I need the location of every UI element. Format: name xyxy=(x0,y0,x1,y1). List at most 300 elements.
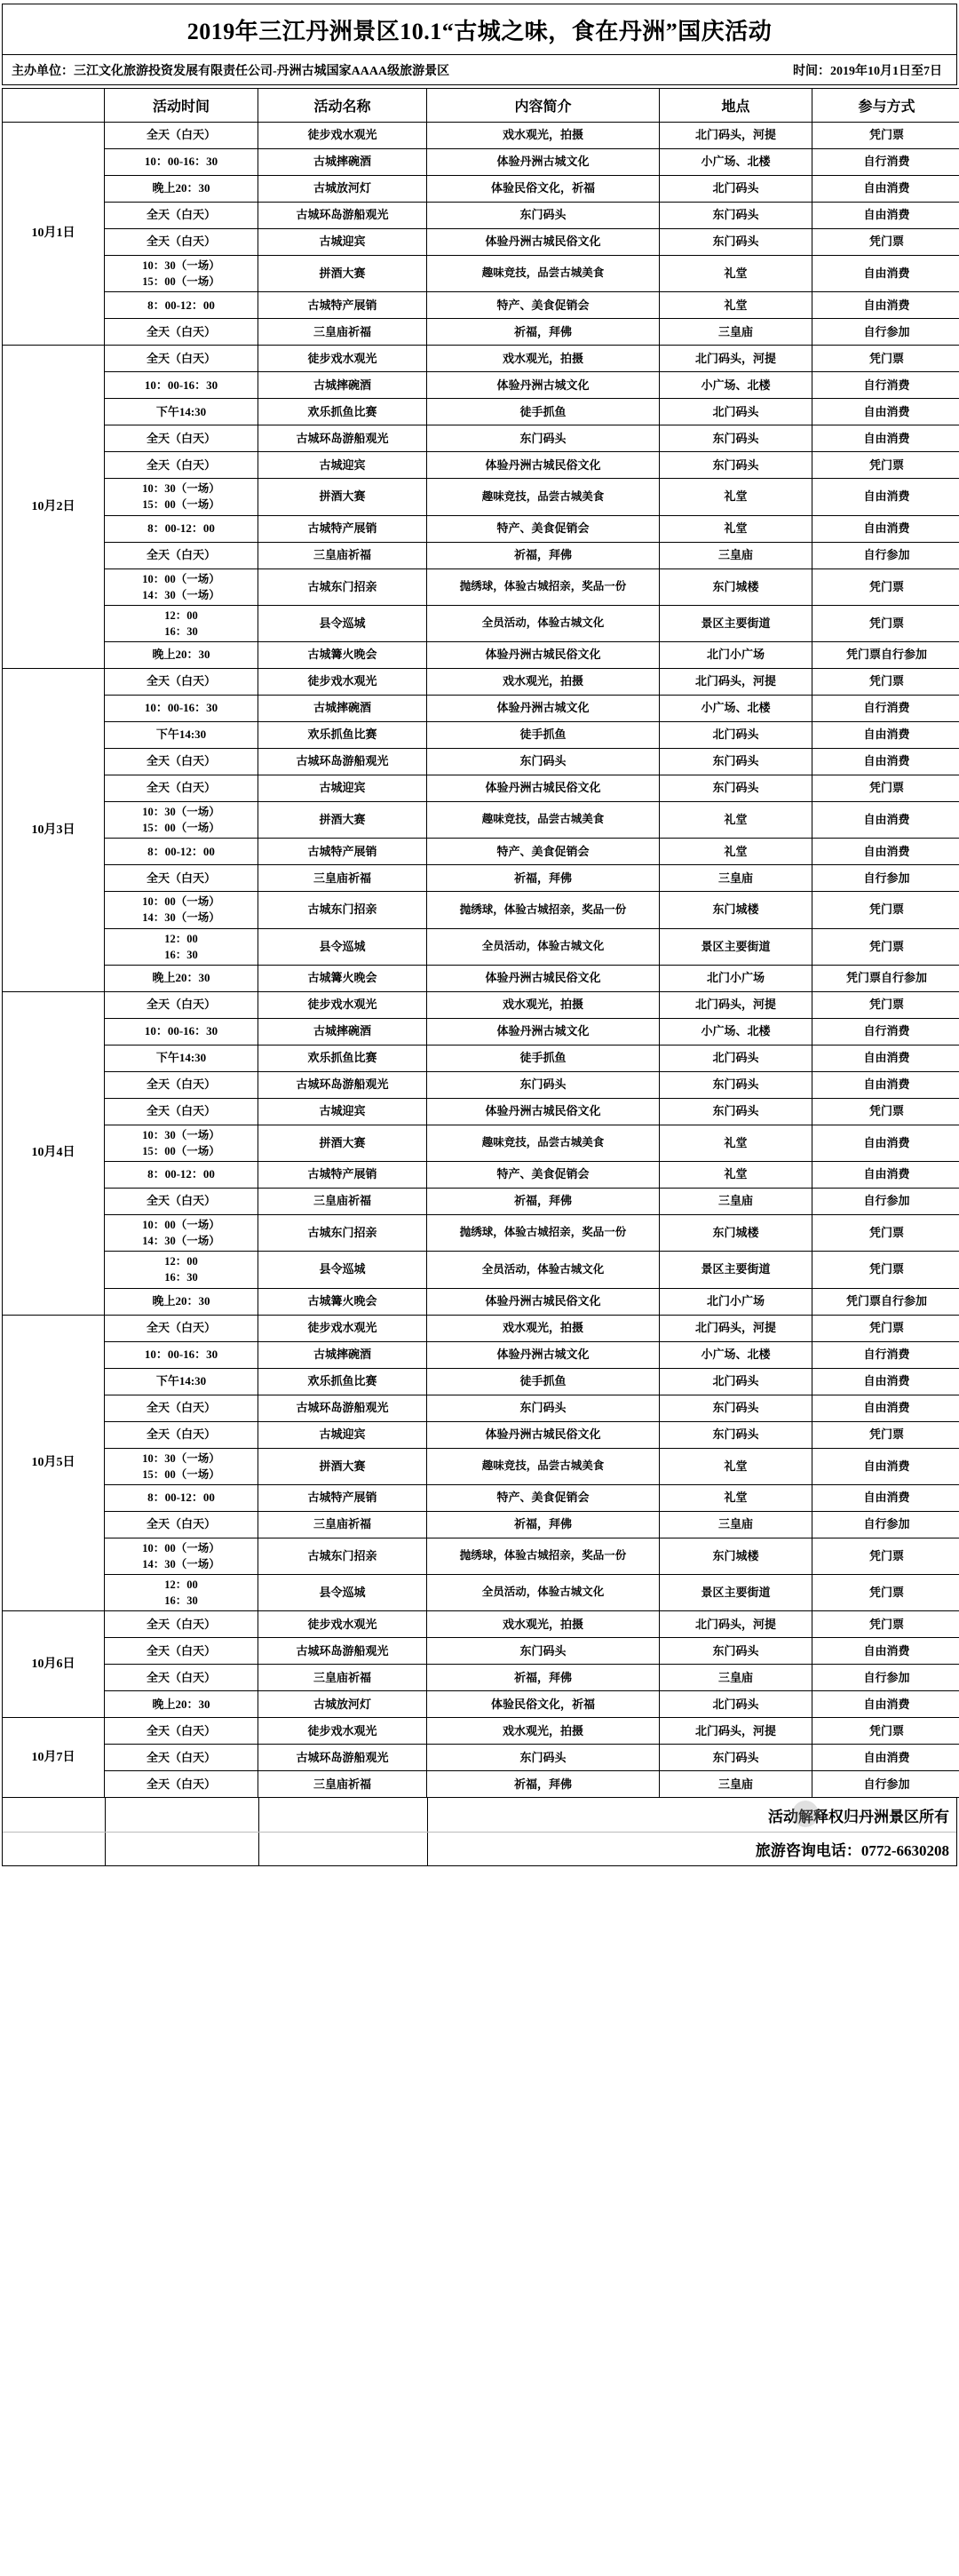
cell-location: 东门城楼 xyxy=(660,892,812,928)
table-row xyxy=(3,1484,959,1511)
cell-activity-time: 晚上20：30 xyxy=(105,1288,258,1315)
cell-content-summary: 体验丹洲古城文化 xyxy=(427,696,660,722)
cell-content-summary: 趣味竞技，品尝古城美食 xyxy=(427,1448,660,1484)
cell-date: 10月4日 xyxy=(3,991,105,1315)
page-title-container xyxy=(2,4,957,55)
footer xyxy=(2,1798,957,1866)
cell-content-summary: 抛绣球，体验古城招亲，奖品一份 xyxy=(427,1538,660,1574)
cell-activity-name: 拼酒大赛 xyxy=(258,256,427,292)
table-row xyxy=(3,1098,959,1125)
cell-content-summary: 体验民俗文化，祈福 xyxy=(427,1691,660,1718)
cell-activity-time: 全天（白天） xyxy=(105,452,258,479)
table-row xyxy=(3,176,959,203)
cell-location: 北门码头，河提 xyxy=(660,1718,812,1745)
cell-activity-time: 8：00-12：00 xyxy=(105,1162,258,1189)
cell-activity-time: 全天（白天） xyxy=(105,1745,258,1771)
cell-location: 北门码头，河提 xyxy=(660,123,812,149)
cell-participation: 自行消费 xyxy=(812,149,959,176)
table-row xyxy=(3,229,959,256)
cell-location: 三皇庙 xyxy=(660,865,812,892)
cell-activity-time: 全天（白天） xyxy=(105,1638,258,1665)
cell-content-summary: 体验丹洲古城民俗文化 xyxy=(427,965,660,991)
table-row xyxy=(3,722,959,749)
cell-content-summary: 全员活动，体验古城文化 xyxy=(427,1252,660,1288)
cell-activity-name: 古城摔碗酒 xyxy=(258,1018,427,1045)
cell-location: 东门城楼 xyxy=(660,1538,812,1574)
cell-location: 北门小广场 xyxy=(660,965,812,991)
cell-activity-time: 下午14:30 xyxy=(105,722,258,749)
cell-activity-name: 古城迎宾 xyxy=(258,452,427,479)
cell-participation: 自行参加 xyxy=(812,1511,959,1538)
table-row xyxy=(3,642,959,669)
table-row xyxy=(3,149,959,176)
cell-participation: 自由消费 xyxy=(812,256,959,292)
cell-activity-name: 古城环岛游船观光 xyxy=(258,425,427,452)
table-row xyxy=(3,1045,959,1071)
cell-activity-time: 全天（白天） xyxy=(105,542,258,568)
cell-location: 小广场、北楼 xyxy=(660,696,812,722)
cell-activity-name: 徒步戏水观光 xyxy=(258,991,427,1018)
cell-activity-name: 徒步戏水观光 xyxy=(258,123,427,149)
table-row xyxy=(3,1341,959,1368)
page-root xyxy=(0,4,959,2576)
cell-location: 东门码头 xyxy=(660,775,812,802)
cell-participation: 自行消费 xyxy=(812,696,959,722)
table-row xyxy=(3,802,959,839)
cell-content-summary: 体验民俗文化，祈福 xyxy=(427,176,660,203)
cell-content-summary: 体验丹洲古城民俗文化 xyxy=(427,229,660,256)
cell-activity-time: 全天（白天） xyxy=(105,229,258,256)
cell-participation: 自行参加 xyxy=(812,865,959,892)
cell-content-summary: 东门码头 xyxy=(427,1071,660,1098)
cell-activity-name: 古城篝火晚会 xyxy=(258,965,427,991)
cell-location: 东门码头 xyxy=(660,1395,812,1421)
cell-activity-name: 徒步戏水观光 xyxy=(258,1611,427,1638)
cell-activity-name: 古城特产展销 xyxy=(258,515,427,542)
cell-content-summary: 全员活动，体验古城文化 xyxy=(427,928,660,965)
cell-participation: 凭门票 xyxy=(812,123,959,149)
activity-schedule-table xyxy=(2,88,959,1798)
cell-activity-time: 12：00 16：30 xyxy=(105,1252,258,1288)
cell-content-summary: 特产、美食促销会 xyxy=(427,839,660,865)
footer-rights-line xyxy=(3,1798,956,1832)
table-row xyxy=(3,1018,959,1045)
cell-location: 景区主要街道 xyxy=(660,928,812,965)
table-row xyxy=(3,865,959,892)
cell-location: 东门城楼 xyxy=(660,1215,812,1252)
cell-participation: 凭门票 xyxy=(812,229,959,256)
cell-location: 三皇庙 xyxy=(660,1771,812,1798)
cell-location: 北门码头 xyxy=(660,722,812,749)
cell-participation: 自由消费 xyxy=(812,399,959,425)
cell-activity-name: 徒步戏水观光 xyxy=(258,669,427,696)
cell-participation: 自由消费 xyxy=(812,1045,959,1071)
cell-activity-name: 拼酒大赛 xyxy=(258,479,427,515)
header-date xyxy=(3,89,105,123)
cell-activity-time: 下午14:30 xyxy=(105,399,258,425)
cell-content-summary: 东门码头 xyxy=(427,1745,660,1771)
cell-location: 三皇庙 xyxy=(660,1511,812,1538)
cell-content-summary: 体验丹洲古城民俗文化 xyxy=(427,1421,660,1448)
cell-activity-name: 徒步戏水观光 xyxy=(258,1315,427,1341)
cell-location: 景区主要街道 xyxy=(660,1252,812,1288)
cell-activity-name: 三皇庙祈福 xyxy=(258,1771,427,1798)
cell-location: 景区主要街道 xyxy=(660,1575,812,1611)
cell-location: 东门码头 xyxy=(660,1421,812,1448)
cell-location: 东门码头 xyxy=(660,229,812,256)
cell-participation: 自由消费 xyxy=(812,1745,959,1771)
cell-date: 10月7日 xyxy=(3,1718,105,1798)
cell-content-summary: 趣味竞技，品尝古城美食 xyxy=(427,1125,660,1161)
cell-location: 北门码头，河提 xyxy=(660,991,812,1018)
cell-activity-name: 三皇庙祈福 xyxy=(258,1189,427,1215)
cell-activity-name: 古城摔碗酒 xyxy=(258,149,427,176)
cell-participation: 凭门票自行参加 xyxy=(812,1288,959,1315)
table-row xyxy=(3,1771,959,1798)
table-row xyxy=(3,605,959,641)
cell-participation: 凭门票自行参加 xyxy=(812,965,959,991)
cell-participation: 自行参加 xyxy=(812,542,959,568)
cell-participation: 凭门票 xyxy=(812,775,959,802)
cell-participation: 凭门票 xyxy=(812,1252,959,1288)
cell-activity-name: 古城摔碗酒 xyxy=(258,372,427,399)
cell-activity-time: 全天（白天） xyxy=(105,346,258,372)
cell-activity-name: 古城迎宾 xyxy=(258,1098,427,1125)
cell-date: 10月3日 xyxy=(3,669,105,992)
cell-activity-name: 三皇庙祈福 xyxy=(258,865,427,892)
cell-activity-time: 晚上20：30 xyxy=(105,642,258,669)
table-row xyxy=(3,568,959,605)
cell-activity-name: 三皇庙祈福 xyxy=(258,542,427,568)
cell-content-summary: 东门码头 xyxy=(427,1638,660,1665)
cell-activity-time: 12：00 16：30 xyxy=(105,928,258,965)
cell-location: 礼堂 xyxy=(660,839,812,865)
cell-content-summary: 趣味竞技，品尝古城美食 xyxy=(427,256,660,292)
cell-content-summary: 体验丹洲古城民俗文化 xyxy=(427,642,660,669)
cell-participation: 自行参加 xyxy=(812,319,959,346)
cell-location: 北门码头 xyxy=(660,1368,812,1395)
cell-content-summary: 趣味竞技，品尝古城美食 xyxy=(427,802,660,839)
cell-location: 礼堂 xyxy=(660,802,812,839)
cell-participation: 凭门票 xyxy=(812,1421,959,1448)
cell-content-summary: 戏水观光，拍摄 xyxy=(427,1611,660,1638)
cell-location: 礼堂 xyxy=(660,256,812,292)
cell-location: 三皇庙 xyxy=(660,542,812,568)
cell-participation: 自由消费 xyxy=(812,292,959,319)
cell-activity-name: 徒步戏水观光 xyxy=(258,1718,427,1745)
cell-activity-time: 10：00-16：30 xyxy=(105,1018,258,1045)
cell-activity-name: 古城环岛游船观光 xyxy=(258,1745,427,1771)
cell-activity-name: 欢乐抓鱼比赛 xyxy=(258,1368,427,1395)
cell-activity-time: 全天（白天） xyxy=(105,749,258,775)
cell-activity-name: 古城环岛游船观光 xyxy=(258,1395,427,1421)
cell-location: 景区主要街道 xyxy=(660,605,812,641)
cell-activity-time: 10：00-16：30 xyxy=(105,696,258,722)
cell-activity-name: 古城环岛游船观光 xyxy=(258,749,427,775)
cell-activity-name: 拼酒大赛 xyxy=(258,802,427,839)
cell-content-summary: 体验丹洲古城文化 xyxy=(427,372,660,399)
table-row xyxy=(3,1718,959,1745)
cell-location: 礼堂 xyxy=(660,479,812,515)
cell-content-summary: 东门码头 xyxy=(427,203,660,229)
cell-activity-name: 县令巡城 xyxy=(258,605,427,641)
cell-content-summary: 特产、美食促销会 xyxy=(427,1484,660,1511)
table-row xyxy=(3,1638,959,1665)
cell-activity-name: 古城放河灯 xyxy=(258,176,427,203)
cell-participation: 凭门票 xyxy=(812,1538,959,1574)
header-row xyxy=(3,89,959,123)
cell-location: 东门码头 xyxy=(660,749,812,775)
cell-participation: 凭门票 xyxy=(812,928,959,965)
cell-location: 小广场、北楼 xyxy=(660,149,812,176)
page-title: 2019年三江丹洲景区10.1“古城之味，食在丹洲”国庆活动 xyxy=(187,13,773,46)
cell-date: 10月1日 xyxy=(3,123,105,346)
cell-location: 北门小广场 xyxy=(660,642,812,669)
watermark-icon xyxy=(788,1796,823,1832)
cell-participation: 凭门票 xyxy=(812,1098,959,1125)
cell-activity-time: 全天（白天） xyxy=(105,865,258,892)
cell-activity-time: 下午14:30 xyxy=(105,1368,258,1395)
table-row xyxy=(3,1745,959,1771)
cell-activity-name: 古城摔碗酒 xyxy=(258,1341,427,1368)
table-row xyxy=(3,1421,959,1448)
table-row xyxy=(3,1215,959,1252)
header-participation: 参与方式 xyxy=(812,89,959,123)
table-row xyxy=(3,515,959,542)
cell-location: 北门小广场 xyxy=(660,1288,812,1315)
cell-content-summary: 徒手抓鱼 xyxy=(427,399,660,425)
table-row xyxy=(3,292,959,319)
cell-content-summary: 抛绣球，体验古城招亲，奖品一份 xyxy=(427,892,660,928)
cell-participation: 自由消费 xyxy=(812,1395,959,1421)
cell-location: 北门码头，河提 xyxy=(660,346,812,372)
cell-participation: 凭门票 xyxy=(812,991,959,1018)
cell-participation: 自由消费 xyxy=(812,1448,959,1484)
cell-activity-time: 全天（白天） xyxy=(105,1071,258,1098)
cell-content-summary: 祈福，拜佛 xyxy=(427,542,660,568)
cell-activity-time: 10：00-16：30 xyxy=(105,372,258,399)
table-row xyxy=(3,319,959,346)
cell-participation: 凭门票自行参加 xyxy=(812,642,959,669)
cell-content-summary: 戏水观光，拍摄 xyxy=(427,346,660,372)
table-row xyxy=(3,1575,959,1611)
cell-participation: 凭门票 xyxy=(812,346,959,372)
table-row xyxy=(3,1125,959,1161)
table-header xyxy=(3,89,959,123)
cell-activity-name: 古城环岛游船观光 xyxy=(258,1638,427,1665)
cell-activity-name: 欢乐抓鱼比赛 xyxy=(258,399,427,425)
cell-activity-name: 古城环岛游船观光 xyxy=(258,203,427,229)
cell-content-summary: 趣味竞技，品尝古城美食 xyxy=(427,479,660,515)
cell-activity-time: 晚上20：30 xyxy=(105,1691,258,1718)
cell-activity-name: 古城特产展销 xyxy=(258,839,427,865)
cell-content-summary: 全员活动，体验古城文化 xyxy=(427,1575,660,1611)
cell-participation: 凭门票 xyxy=(812,568,959,605)
table-row xyxy=(3,1252,959,1288)
cell-location: 礼堂 xyxy=(660,1448,812,1484)
cell-participation: 自行参加 xyxy=(812,1189,959,1215)
cell-activity-time: 下午14:30 xyxy=(105,1045,258,1071)
cell-location: 东门码头 xyxy=(660,452,812,479)
table-body xyxy=(3,123,959,1798)
cell-content-summary: 戏水观光，拍摄 xyxy=(427,123,660,149)
table-row xyxy=(3,1368,959,1395)
table-row xyxy=(3,892,959,928)
cell-activity-name: 古城东门招亲 xyxy=(258,892,427,928)
header-activity-time: 活动时间 xyxy=(105,89,258,123)
cell-activity-time: 全天（白天） xyxy=(105,1395,258,1421)
table-row xyxy=(3,1071,959,1098)
cell-location: 小广场、北楼 xyxy=(660,372,812,399)
cell-activity-name: 三皇庙祈福 xyxy=(258,1511,427,1538)
cell-participation: 凭门票 xyxy=(812,605,959,641)
cell-content-summary: 抛绣球，体验古城招亲，奖品一份 xyxy=(427,568,660,605)
cell-activity-name: 古城篝火晚会 xyxy=(258,642,427,669)
cell-content-summary: 体验丹洲古城文化 xyxy=(427,1341,660,1368)
cell-participation: 自行消费 xyxy=(812,1018,959,1045)
cell-activity-time: 10：30（一场） 15：00（一场） xyxy=(105,256,258,292)
cell-participation: 自由消费 xyxy=(812,203,959,229)
cell-location: 北门码头 xyxy=(660,176,812,203)
cell-participation: 凭门票 xyxy=(812,1315,959,1341)
cell-activity-time: 晚上20：30 xyxy=(105,176,258,203)
cell-activity-time: 10：00-16：30 xyxy=(105,149,258,176)
cell-activity-name: 古城东门招亲 xyxy=(258,1215,427,1252)
organizer-label: 主办单位：三江文化旅游投资发展有限责任公司-丹洲古城国家AAAA级旅游景区 xyxy=(12,61,449,79)
header-activity-name: 活动名称 xyxy=(258,89,427,123)
cell-activity-time: 10：30（一场） 15：00（一场） xyxy=(105,802,258,839)
table-row xyxy=(3,123,959,149)
table-row xyxy=(3,1511,959,1538)
cell-activity-time: 10：30（一场） 15：00（一场） xyxy=(105,1125,258,1161)
header-content-summary: 内容简介 xyxy=(427,89,660,123)
cell-date: 10月5日 xyxy=(3,1315,105,1611)
cell-content-summary: 祈福，拜佛 xyxy=(427,1665,660,1691)
cell-location: 东门码头 xyxy=(660,1638,812,1665)
cell-location: 礼堂 xyxy=(660,292,812,319)
cell-activity-name: 古城特产展销 xyxy=(258,292,427,319)
cell-date: 10月6日 xyxy=(3,1611,105,1718)
table-row xyxy=(3,1611,959,1638)
cell-activity-time: 全天（白天） xyxy=(105,203,258,229)
cell-participation: 自由消费 xyxy=(812,1162,959,1189)
cell-participation: 自由消费 xyxy=(812,515,959,542)
cell-activity-name: 三皇庙祈福 xyxy=(258,1665,427,1691)
cell-activity-time: 10：00（一场） 14：30（一场） xyxy=(105,568,258,605)
cell-content-summary: 体验丹洲古城文化 xyxy=(427,149,660,176)
cell-location: 小广场、北楼 xyxy=(660,1341,812,1368)
table-row xyxy=(3,1189,959,1215)
cell-location: 小广场、北楼 xyxy=(660,1018,812,1045)
table-row xyxy=(3,1395,959,1421)
cell-content-summary: 徒手抓鱼 xyxy=(427,1045,660,1071)
table-row xyxy=(3,1315,959,1341)
cell-participation: 自行参加 xyxy=(812,1771,959,1798)
cell-content-summary: 体验丹洲古城民俗文化 xyxy=(427,775,660,802)
table-row xyxy=(3,256,959,292)
cell-location: 三皇庙 xyxy=(660,1665,812,1691)
cell-activity-name: 拼酒大赛 xyxy=(258,1125,427,1161)
cell-activity-time: 全天（白天） xyxy=(105,669,258,696)
cell-content-summary: 东门码头 xyxy=(427,425,660,452)
cell-participation: 凭门票 xyxy=(812,669,959,696)
cell-participation: 自由消费 xyxy=(812,839,959,865)
cell-location: 北门码头 xyxy=(660,1691,812,1718)
cell-location: 礼堂 xyxy=(660,1162,812,1189)
cell-content-summary: 徒手抓鱼 xyxy=(427,1368,660,1395)
cell-content-summary: 特产、美食促销会 xyxy=(427,292,660,319)
cell-activity-name: 古城放河灯 xyxy=(258,1691,427,1718)
table-row xyxy=(3,749,959,775)
cell-location: 东门城楼 xyxy=(660,568,812,605)
cell-activity-time: 全天（白天） xyxy=(105,1511,258,1538)
cell-activity-name: 古城东门招亲 xyxy=(258,1538,427,1574)
cell-activity-time: 10：30（一场） 15：00（一场） xyxy=(105,479,258,515)
cell-activity-name: 古城环岛游船观光 xyxy=(258,1071,427,1098)
cell-content-summary: 东门码头 xyxy=(427,749,660,775)
cell-activity-time: 全天（白天） xyxy=(105,1665,258,1691)
cell-content-summary: 祈福，拜佛 xyxy=(427,1189,660,1215)
cell-activity-name: 徒步戏水观光 xyxy=(258,346,427,372)
table-row xyxy=(3,479,959,515)
cell-activity-name: 县令巡城 xyxy=(258,1252,427,1288)
cell-content-summary: 全员活动，体验古城文化 xyxy=(427,605,660,641)
cell-participation: 自由消费 xyxy=(812,802,959,839)
subtitle-bar xyxy=(2,55,957,85)
cell-location: 东门码头 xyxy=(660,1098,812,1125)
cell-location: 三皇庙 xyxy=(660,1189,812,1215)
cell-participation: 凭门票 xyxy=(812,1718,959,1745)
table-row xyxy=(3,425,959,452)
cell-activity-time: 12：00 16：30 xyxy=(105,605,258,641)
cell-location: 三皇庙 xyxy=(660,319,812,346)
cell-participation: 自由消费 xyxy=(812,1125,959,1161)
cell-participation: 自由消费 xyxy=(812,1691,959,1718)
cell-location: 礼堂 xyxy=(660,515,812,542)
cell-participation: 自由消费 xyxy=(812,1484,959,1511)
cell-activity-time: 10：00（一场） 14：30（一场） xyxy=(105,892,258,928)
table-row xyxy=(3,775,959,802)
cell-activity-time: 全天（白天） xyxy=(105,1098,258,1125)
cell-participation: 自由消费 xyxy=(812,1638,959,1665)
cell-participation: 自由消费 xyxy=(812,1071,959,1098)
header-location: 地点 xyxy=(660,89,812,123)
cell-participation: 自行消费 xyxy=(812,372,959,399)
cell-content-summary: 戏水观光，拍摄 xyxy=(427,1718,660,1745)
cell-participation: 凭门票 xyxy=(812,1611,959,1638)
cell-location: 北门码头 xyxy=(660,399,812,425)
cell-activity-time: 全天（白天） xyxy=(105,1421,258,1448)
cell-content-summary: 抛绣球，体验古城招亲，奖品一份 xyxy=(427,1215,660,1252)
cell-location: 东门码头 xyxy=(660,1745,812,1771)
cell-activity-time: 10：00（一场） 14：30（一场） xyxy=(105,1215,258,1252)
cell-participation: 自行参加 xyxy=(812,1665,959,1691)
cell-location: 东门码头 xyxy=(660,203,812,229)
table-row xyxy=(3,696,959,722)
cell-activity-name: 古城迎宾 xyxy=(258,229,427,256)
cell-activity-time: 10：30（一场） 15：00（一场） xyxy=(105,1448,258,1484)
cell-content-summary: 戏水观光，拍摄 xyxy=(427,991,660,1018)
cell-participation: 凭门票 xyxy=(812,892,959,928)
table-row xyxy=(3,991,959,1018)
cell-content-summary: 特产、美食促销会 xyxy=(427,515,660,542)
tourism-phone: 旅游咨询电话：0772-6630208 xyxy=(756,1838,949,1860)
cell-activity-name: 古城迎宾 xyxy=(258,1421,427,1448)
cell-content-summary: 特产、美食促销会 xyxy=(427,1162,660,1189)
cell-activity-name: 欢乐抓鱼比赛 xyxy=(258,1045,427,1071)
cell-participation: 自行消费 xyxy=(812,1341,959,1368)
cell-content-summary: 祈福，拜佛 xyxy=(427,319,660,346)
